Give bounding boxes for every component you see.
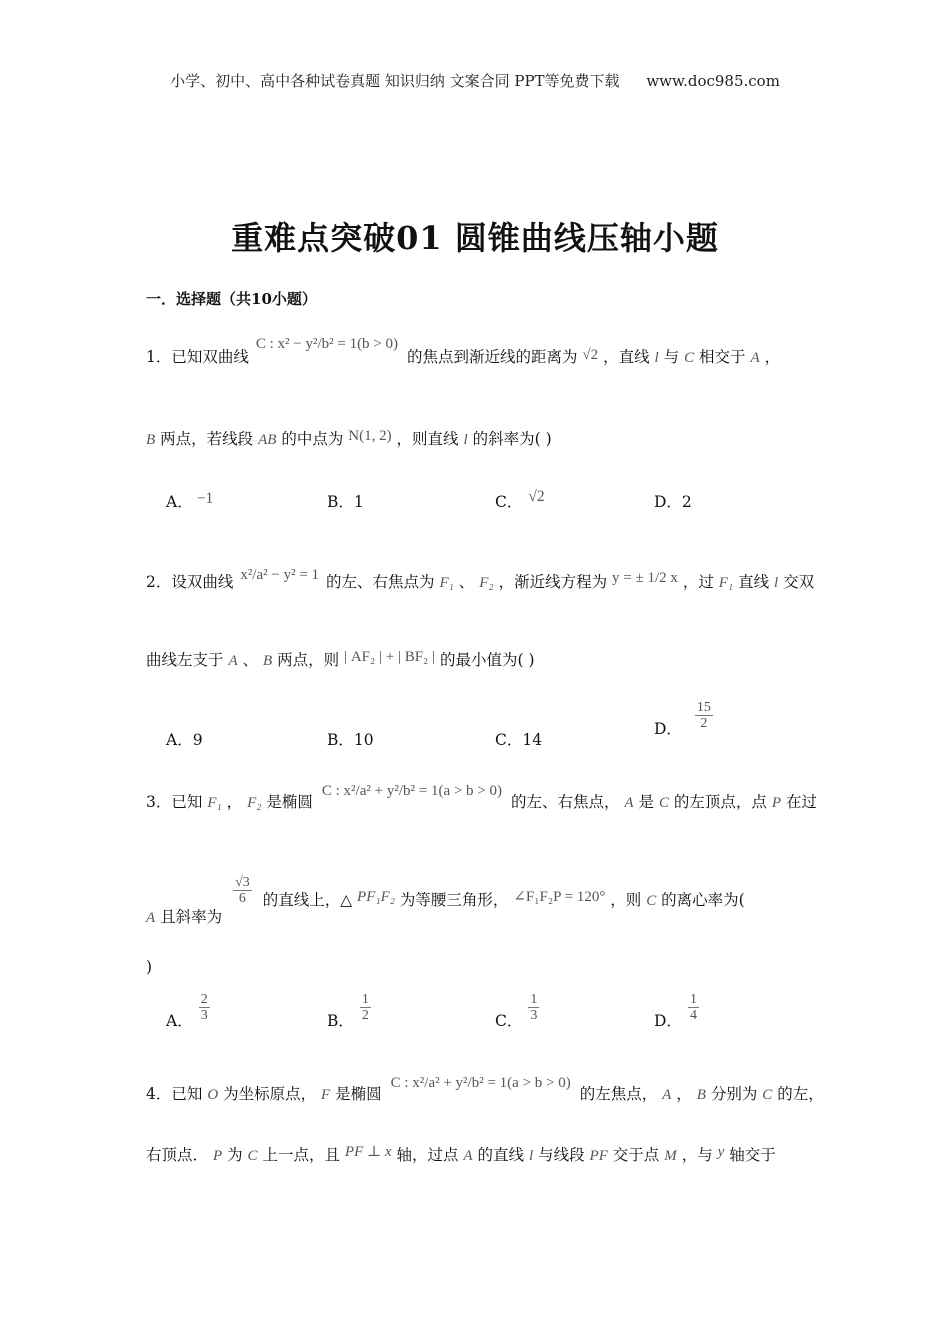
q1-line1: 1．已知双曲线 C : x² − y²/b² = 1(b > 0) 的焦点到渐近线的距离为 √2 ，直线 l 与 C 相交于 A ， (146, 336, 781, 366)
q3-line2: A 且斜率为 $\frac{√3}{6}$ 的直线上，△ PF₁F₂ 为等腰三角形， ∠F₁F₂P = 120° ，则 C 的离心率为( (146, 875, 745, 926)
page-header (0, 70, 950, 91)
q1-option-c[interactable]: C． √2 (495, 488, 545, 511)
q2-option-d[interactable]: D． $\frac{15}{2}$ (654, 700, 711, 738)
q1-option-b[interactable]: B．1 (327, 493, 364, 511)
q3-option-c[interactable]: C． $\frac{1}{3}$ (495, 992, 538, 1030)
q2-equation: x²/a² − y² = 1 (240, 567, 320, 583)
q1-line2: B 两点，若线段 AB 的中点为 N(1, 2) ，则直线 l 的斜率为( ) (146, 428, 552, 448)
q3-option-b[interactable]: B． $\frac{1}{2}$ (327, 992, 369, 1030)
q2-option-c[interactable]: C．14 (495, 731, 543, 749)
q1-option-a[interactable]: A． −1 (166, 490, 214, 511)
q1-equation: C : x² − y²/b² = 1(b > 0) (255, 336, 399, 352)
q3-option-d[interactable]: D． $\frac{1}{4}$ (654, 992, 697, 1030)
header-url[interactable]: www.doc985.com (646, 72, 780, 90)
q3-line3: ) (146, 958, 153, 976)
q4-equation: C : x²/a² + y²/b² = 1(a > b > 0) (390, 1075, 571, 1091)
q3-angle: ∠F₁F₂P = 120° (513, 888, 606, 905)
q2-line1: 2．设双曲线 x²/a² − y² = 1 的左、右焦点为 F₁ 、 F₂ ，渐近线方程为 y = ± 1/2 x ，过 F₁ 直线 l 交双 (146, 567, 815, 591)
q4-line1: 4．已知 O 为坐标原点， F 是椭圆 C : x²/a² + y²/b² = 1(a > b > 0) 的左焦点， A ， B 分别为 C 的左， (146, 1075, 824, 1103)
q2-option-a[interactable]: A．9 (166, 731, 203, 749)
q2-line2: 曲线左支于 A 、 B 两点，则 | AF₂ | + | BF₂ | 的最小值为( ) (146, 649, 535, 669)
q2-expression: | AF₂ | + | BF₂ | (344, 649, 436, 665)
q3-line1: 3．已知 F₁ ， F₂ 是椭圆 C : x²/a² + y²/b² = 1(a > b > 0) 的左、右焦点， A 是 C 的左顶点，点 P 在过 (146, 783, 817, 811)
q3-option-a[interactable]: A． $\frac{2}{3}$ (166, 992, 208, 1030)
q3-equation: C : x²/a² + y²/b² = 1(a > b > 0) (321, 783, 503, 799)
q1-option-d[interactable]: D．2 (654, 493, 692, 511)
q1-midpoint: N(1, 2) (348, 428, 392, 444)
page-title: 重难点突破01 圆锥曲线压轴小题 (231, 219, 719, 257)
header-text: 小学、初中、高中各种试卷真题 知识归纳 文案合同 PPT等免费下载 (170, 72, 620, 90)
q4-line2: 右顶点． P 为 C 上一点，且 PF ⊥ x 轴，过点 A 的直线 l 与线段 PF 交于点 M ，与 y 轴交于 (146, 1144, 776, 1164)
q2-option-b[interactable]: B．10 (327, 731, 374, 749)
q2-asymptote: y = ± 1/2 x (612, 570, 678, 586)
section-heading: 一．选择题（共10小题） (146, 290, 317, 308)
